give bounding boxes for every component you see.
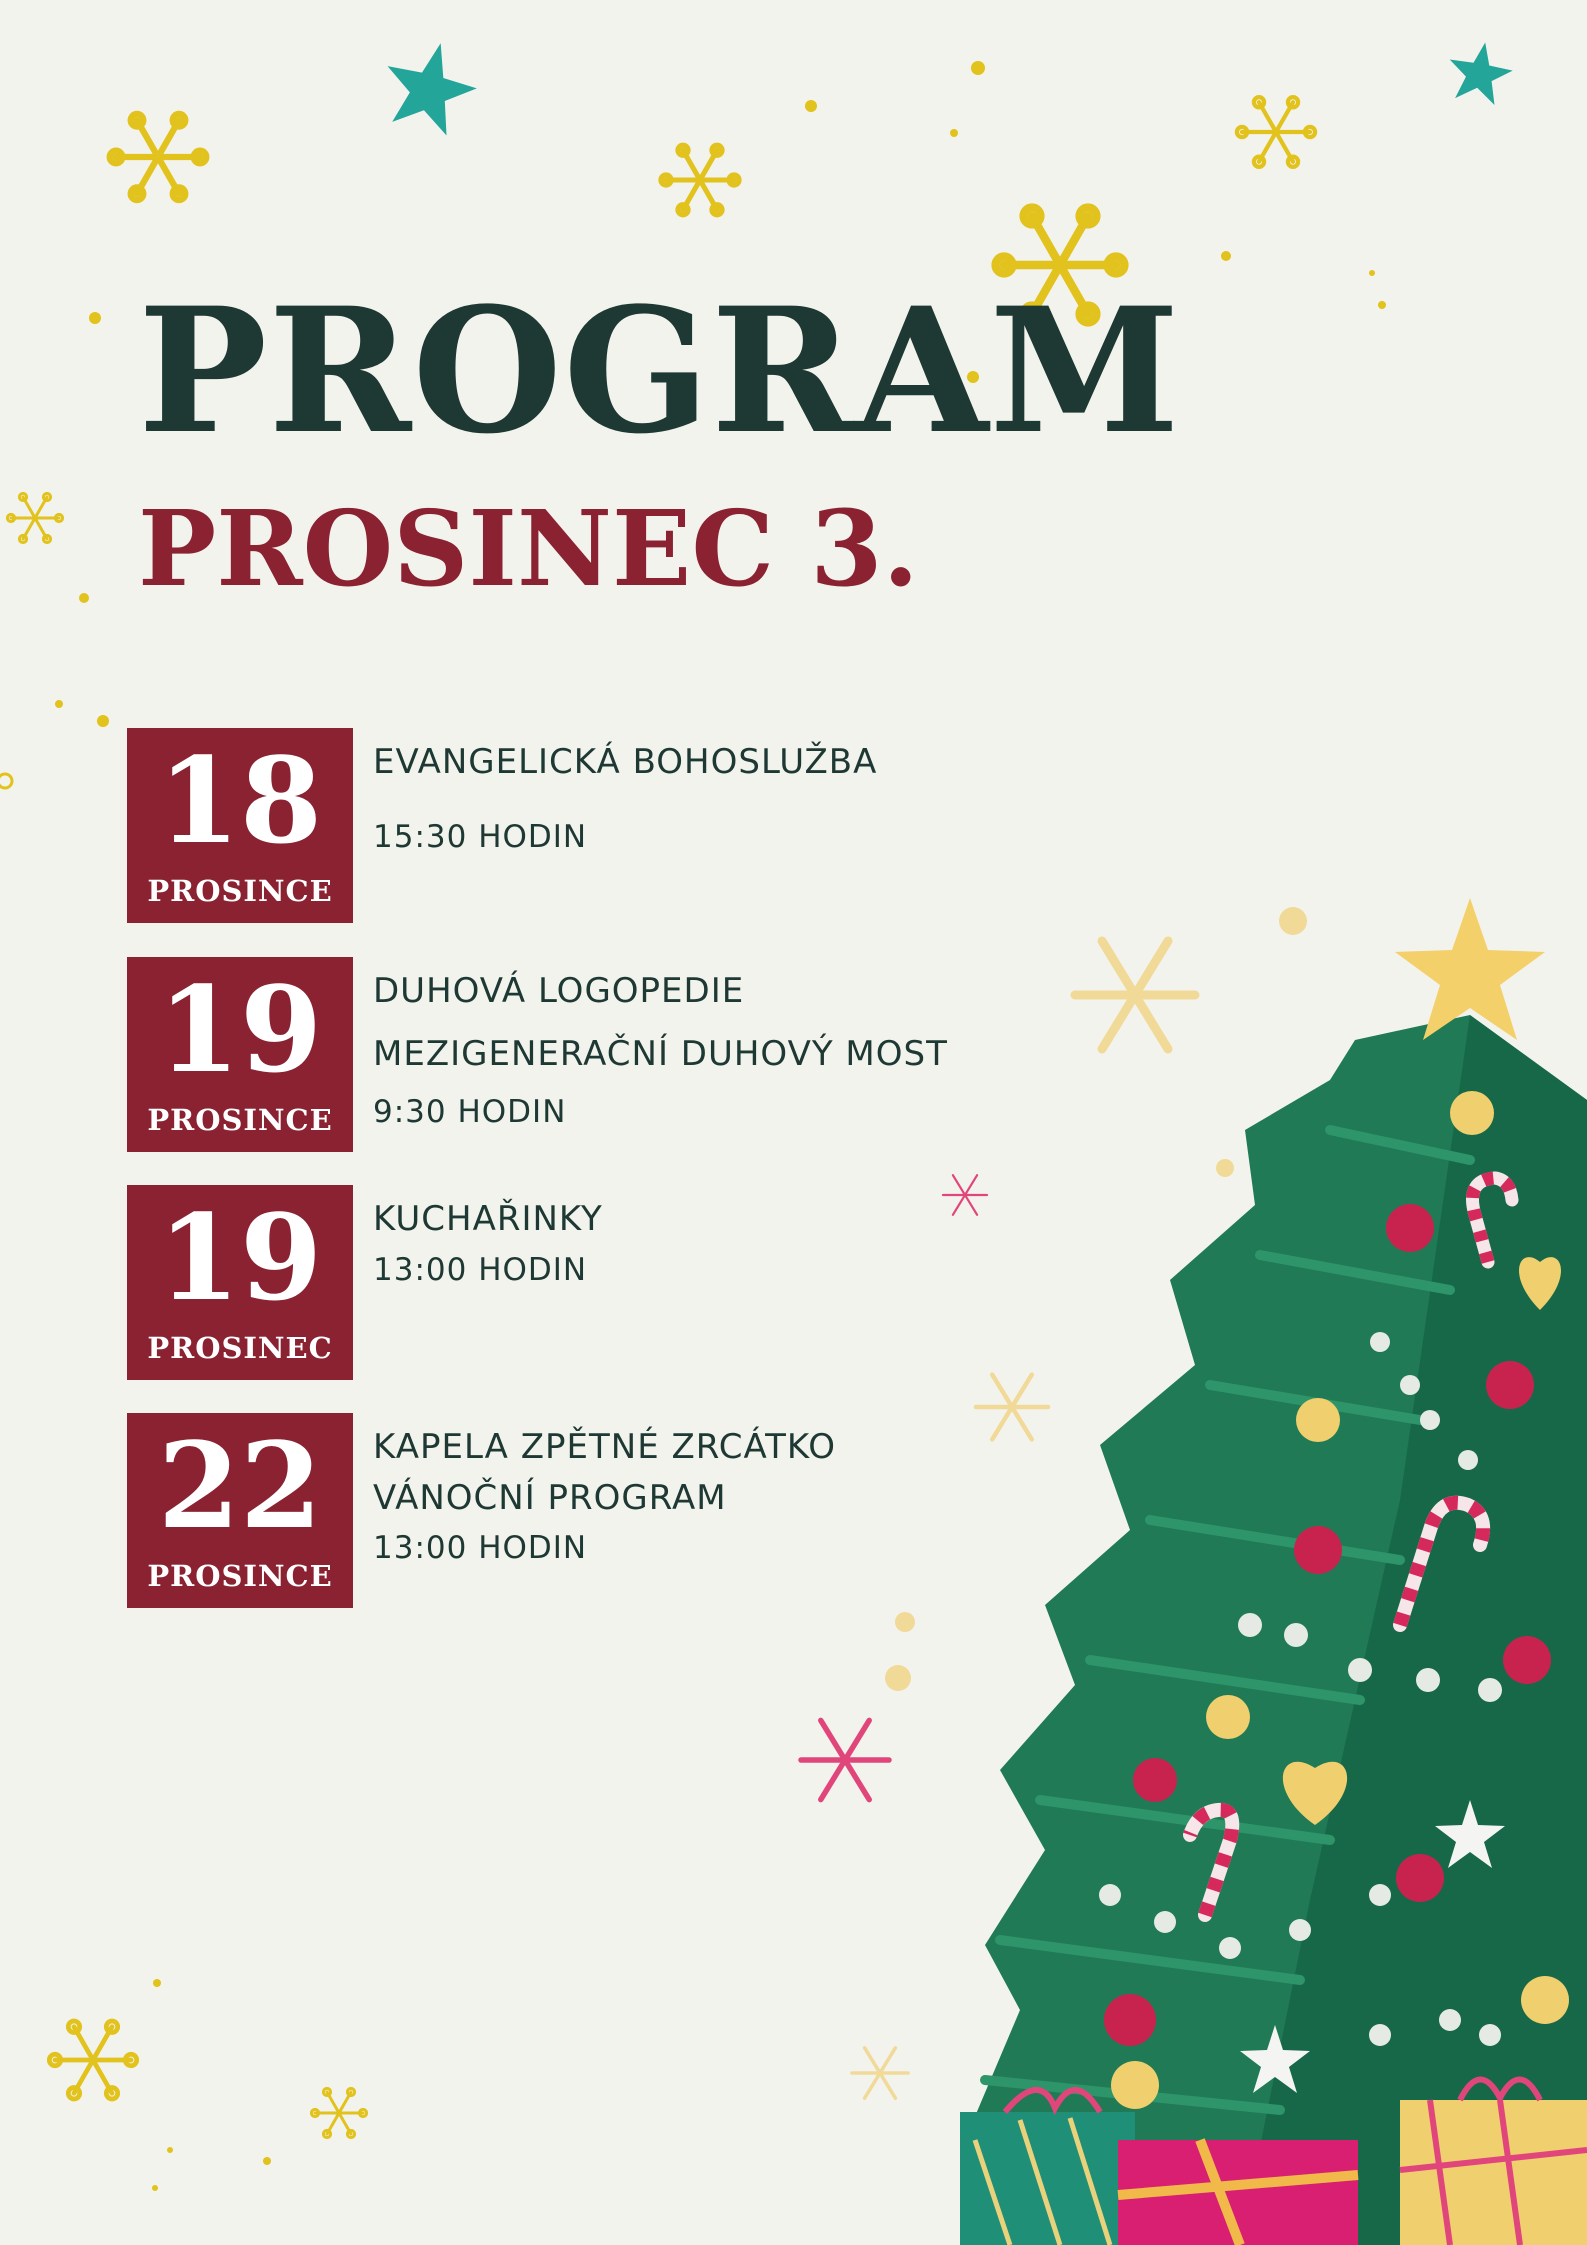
date-badge xyxy=(127,957,353,1152)
date-badge xyxy=(127,1413,353,1608)
date-badge xyxy=(127,1185,353,1380)
event-time: 15:30 HODIN xyxy=(373,819,588,855)
snowflake-icon xyxy=(7,493,62,542)
event-title: KAPELA ZPĚTNÉ ZRCÁTKO xyxy=(373,1427,837,1467)
date-day: 19 xyxy=(157,1188,323,1327)
snowflake-icon xyxy=(1237,97,1315,167)
date-month: PROSINCE xyxy=(147,1559,333,1593)
event-title: KUCHAŘINKY xyxy=(373,1199,603,1239)
event-item xyxy=(127,728,1127,923)
date-badge xyxy=(127,728,353,923)
date-day: 18 xyxy=(157,731,323,870)
date-day: 19 xyxy=(157,960,323,1099)
date-month: PROSINCE xyxy=(147,1103,333,1137)
gift-box-icon xyxy=(1400,2079,1587,2245)
event-time: 9:30 HODIN xyxy=(373,1094,567,1130)
event-time: 13:00 HODIN xyxy=(373,1530,588,1566)
event-subtitle: VÁNOČNÍ PROGRAM xyxy=(373,1478,727,1518)
star-icon xyxy=(375,32,486,140)
event-title: EVANGELICKÁ BOHOSLUŽBA xyxy=(373,742,878,782)
star-icon xyxy=(1443,37,1516,107)
dot-decoration xyxy=(0,774,12,788)
event-subtitle: MEZIGENERAČNÍ DUHOVÝ MOST xyxy=(373,1034,948,1074)
date-month: PROSINCE xyxy=(147,874,333,908)
event-time: 13:00 HODIN xyxy=(373,1252,588,1288)
snowflake-icon xyxy=(49,2021,136,2099)
event-item xyxy=(127,1185,1127,1380)
event-item xyxy=(127,1413,1127,1608)
sparkle-icon xyxy=(801,1720,889,1799)
snowflake-icon xyxy=(311,2088,366,2137)
date-month: PROSINEC xyxy=(147,1331,333,1365)
page-subtitle: PROSINEC 3. xyxy=(138,487,919,610)
event-item xyxy=(127,957,1127,1152)
date-day: 22 xyxy=(157,1416,323,1555)
page-title: PROGRAM xyxy=(138,269,1181,472)
event-title: DUHOVÁ LOGOPEDIE xyxy=(373,971,745,1011)
sparkle-icon xyxy=(852,2048,908,2098)
gift-box-icon xyxy=(1118,2140,1358,2245)
snowflake-icon xyxy=(110,114,207,200)
gift-box-icon xyxy=(960,2090,1135,2245)
snowflake-icon xyxy=(661,145,739,215)
